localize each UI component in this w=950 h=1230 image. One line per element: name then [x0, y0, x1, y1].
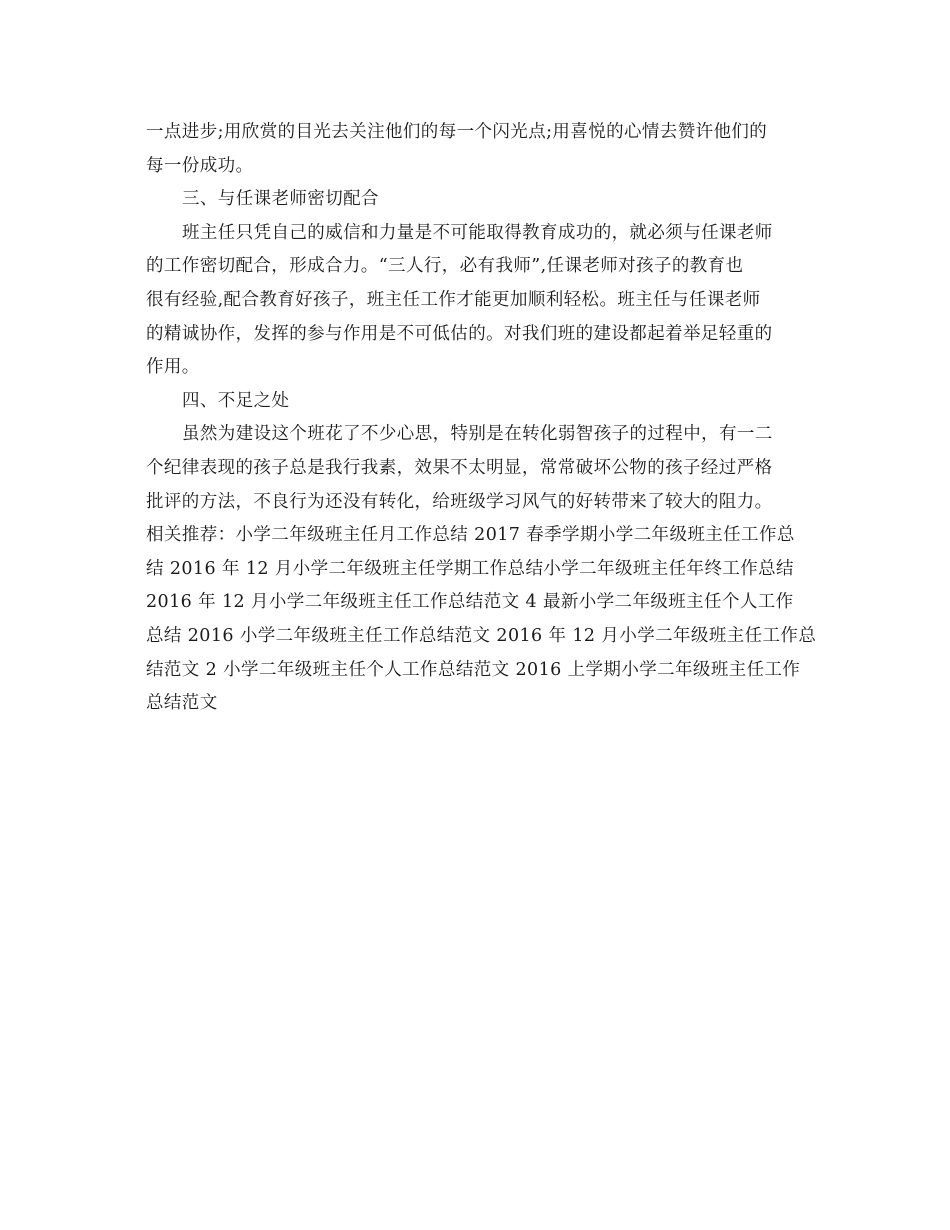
document-body: [146, 116, 817, 721]
paragraph-line: 一点进步;用欣赏的目光去关注他们的每一个闪光点;用喜悦的心情去赞许他们的: [146, 122, 768, 142]
related-links-line: 结范文 2 小学二年级班主任个人工作总结范文 2016 上学期小学二年级班主任工作: [146, 659, 801, 680]
paragraph-line: 很有经验,配合教育好孩子，班主任工作才能更加顺利轻松。班主任与任课老师: [146, 289, 761, 310]
paragraph-line: 批评的方法，不良行为还没有转化，给班级学习风气的好转带来了较大的阻力。: [146, 491, 773, 512]
paragraph-line: 个纪律表现的孩子总是我行我素，效果不太明显，常常破坏公物的孩子经过严格: [146, 457, 773, 478]
paragraph-line: 虽然为建设这个班花了不少心思，特别是在转化弱智孩子的过程中，有一二: [182, 424, 773, 445]
related-links-line: 相关推荐：小学二年级班主任月工作总结 2017 春季学期小学二年级班主任工作总: [146, 525, 795, 546]
paragraph-line: 的精诚协作，发挥的参与作用是不可低估的。对我们班的建设都起着举足轻重的: [146, 323, 773, 344]
section-heading: 四、不足之处: [182, 390, 290, 411]
related-links-line: 总结范文: [146, 693, 218, 714]
related-links-line: 2016 年 12 月小学二年级班主任工作总结范文 4 最新小学二年级班主任个人工作: [146, 592, 794, 613]
paragraph-line: 作用。: [146, 357, 200, 378]
paragraph-line: 的工作密切配合，形成合力。“三人行，必有我师”,任课老师对孩子的教育也: [146, 256, 744, 277]
related-links-line: 结 2016 年 12 月小学二年级班主任学期工作总结小学二年级班主任年终工作总结: [146, 558, 794, 579]
related-links-line: 总结 2016 小学二年级班主任工作总结范文 2016 年 12 月小学二年级班主任工作总: [146, 625, 817, 646]
paragraph-line: 每一份成功。: [146, 155, 254, 176]
section-heading: 三、与任课老师密切配合: [182, 189, 379, 210]
paragraph-line: 班主任只凭自己的威信和力量是不可能取得教育成功的，就必须与任课老师: [182, 222, 773, 243]
